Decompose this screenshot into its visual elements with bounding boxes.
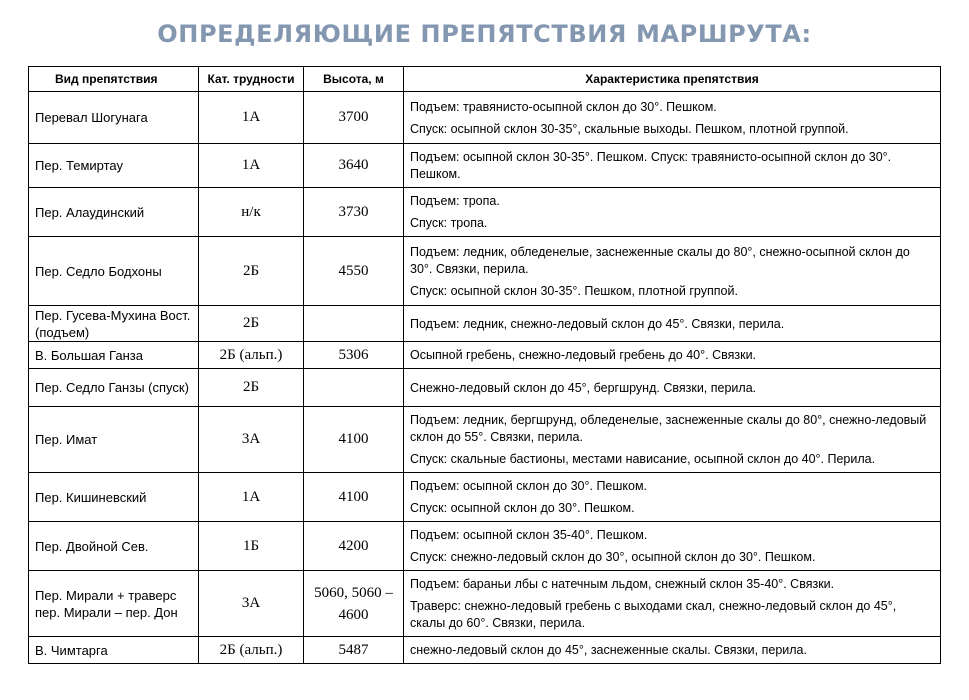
obstacle-name: Пер. Кишиневский <box>29 473 199 522</box>
table-row <box>29 188 941 237</box>
table-body <box>29 92 941 664</box>
obstacle-characteristics <box>404 237 941 306</box>
table-row <box>29 342 941 369</box>
table-row <box>29 522 941 571</box>
characteristic-line: снежно-ледовый склон до 45°, заснеженные скалы. Связки, перила. <box>410 643 807 657</box>
table-row <box>29 306 941 342</box>
difficulty-category: 1А <box>199 92 304 144</box>
characteristic-line: Спуск: скальные бастионы, местами нависание, осыпной склон до 40°. Перила. <box>410 452 876 466</box>
table-header-row <box>29 67 941 92</box>
table-row <box>29 637 941 664</box>
obstacle-height: 5487 <box>304 637 404 664</box>
table-row <box>29 92 941 144</box>
characteristic-line: Подъем: осыпной склон 35-40°. Пешком. <box>410 528 648 542</box>
difficulty-category: 1А <box>199 473 304 522</box>
obstacle-name: В. Чимтарга <box>29 637 199 664</box>
obstacles-table <box>28 66 941 664</box>
obstacle-name: Пер. Двойной Сев. <box>29 522 199 571</box>
obstacle-height: 5060, 5060 – 4600 <box>304 571 404 637</box>
obstacle-name: Пер. Седло Ганзы (спуск) <box>29 369 199 407</box>
obstacle-height <box>304 306 404 342</box>
obstacle-name: Пер. Мирали + траверс пер. Мирали – пер. Дон <box>29 571 199 637</box>
obstacle-height: 5306 <box>304 342 404 369</box>
obstacle-height: 3700 <box>304 92 404 144</box>
difficulty-category: 3А <box>199 571 304 637</box>
obstacle-name: Пер. Имат <box>29 407 199 473</box>
obstacle-name: В. Большая Ганза <box>29 342 199 369</box>
difficulty-category: 2Б <box>199 237 304 306</box>
header-characteristics: Характеристика препятствия <box>404 67 941 92</box>
characteristic-line: Подъем: ледник, обледенелые, заснеженные скалы до 80°, снежно-осыпной склон до 30°. Связки, перила. <box>410 244 910 276</box>
table-row <box>29 407 941 473</box>
obstacle-name: Пер. Алаудинский <box>29 188 199 237</box>
obstacle-height: 4100 <box>304 473 404 522</box>
header-category: Кат. трудности <box>199 67 304 92</box>
characteristic-line: Подъем: тропа. <box>410 194 500 208</box>
table-row <box>29 237 941 306</box>
table-row <box>29 144 941 188</box>
obstacle-characteristics <box>404 92 941 144</box>
characteristic-line: Спуск: осыпной склон 30-35°. Пешком, плотной группой. <box>410 283 738 298</box>
characteristic-line: Подъем: осыпной склон 30-35°. Пешком. Спуск: травянисто-осыпной склон до 30°. Пешком. <box>410 150 892 181</box>
header-height: Высота, м <box>304 67 404 92</box>
obstacle-characteristics <box>404 571 941 637</box>
characteristic-line: Подъем: ледник, снежно-ледовый склон до 45°. Связки, перила. <box>410 316 785 331</box>
obstacle-characteristics <box>404 144 941 188</box>
characteristic-line: Подъем: бараньи лбы с натечным льдом, снежный склон 35-40°. Связки. <box>410 577 835 591</box>
characteristic-line: Подъем: ледник, бергшрунд, обледенелые, заснеженные скалы до 80°, снежно-ледовый склон до 55°. Связки, перила. <box>410 413 927 444</box>
characteristic-line: Спуск: осыпной склон до 30°. Пешком. <box>410 501 635 515</box>
characteristic-line: Подъем: осыпной склон до 30°. Пешком. <box>410 479 648 493</box>
characteristic-line: Спуск: осыпной склон 30-35°, скальные выходы. Пешком, плотной группой. <box>410 121 849 136</box>
obstacle-characteristics <box>404 369 941 407</box>
table-row <box>29 369 941 407</box>
header-obstacle-type: Вид препятствия <box>29 67 199 92</box>
obstacle-characteristics <box>404 637 941 664</box>
page-title: ОПРЕДЕЛЯЮЩИЕ ПРЕПЯТСТВИЯ МАРШРУТА: <box>157 20 812 48</box>
obstacle-height: 3730 <box>304 188 404 237</box>
difficulty-category: 2Б <box>199 306 304 342</box>
obstacle-name: Пер. Гусева-Мухина Вост. (подъем) <box>29 306 199 342</box>
obstacle-height: 4200 <box>304 522 404 571</box>
difficulty-category: 3А <box>199 407 304 473</box>
difficulty-category: 2Б (альп.) <box>199 637 304 664</box>
difficulty-category: 2Б (альп.) <box>199 342 304 369</box>
difficulty-category: 2Б <box>199 369 304 407</box>
difficulty-category: 1Б <box>199 522 304 571</box>
difficulty-category: 1А <box>199 144 304 188</box>
difficulty-category: н/к <box>199 188 304 237</box>
obstacle-characteristics <box>404 407 941 473</box>
obstacle-characteristics <box>404 473 941 522</box>
characteristic-line: Осыпной гребень, снежно-ледовый гребень до 40°. Связки. <box>410 348 757 362</box>
obstacle-height: 4100 <box>304 407 404 473</box>
obstacle-height <box>304 369 404 407</box>
characteristic-line: Спуск: снежно-ледовый склон до 30°, осыпной склон до 30°. Пешком. <box>410 550 816 564</box>
obstacle-name: Пер. Седло Бодхоны <box>29 237 199 306</box>
obstacle-characteristics <box>404 306 941 342</box>
table-row <box>29 473 941 522</box>
characteristic-line: Спуск: тропа. <box>410 216 488 230</box>
obstacle-height: 4550 <box>304 237 404 306</box>
obstacle-name: Перевал Шогунага <box>29 92 199 144</box>
characteristic-line: Подъем: травянисто-осыпной склон до 30°. Пешком. <box>410 99 717 114</box>
obstacle-characteristics <box>404 522 941 571</box>
table-row <box>29 571 941 637</box>
characteristic-line: Траверс: снежно-ледовый гребень с выходами скал, снежно-ледовый склон до 45°, скалы до 60°. Связки, перила. <box>410 599 897 630</box>
obstacle-name: Пер. Темиртау <box>29 144 199 188</box>
characteristic-line: Снежно-ледовый склон до 45°, бергшрунд. Связки, перила. <box>410 380 757 395</box>
obstacle-height: 3640 <box>304 144 404 188</box>
obstacle-characteristics <box>404 188 941 237</box>
obstacle-characteristics <box>404 342 941 369</box>
